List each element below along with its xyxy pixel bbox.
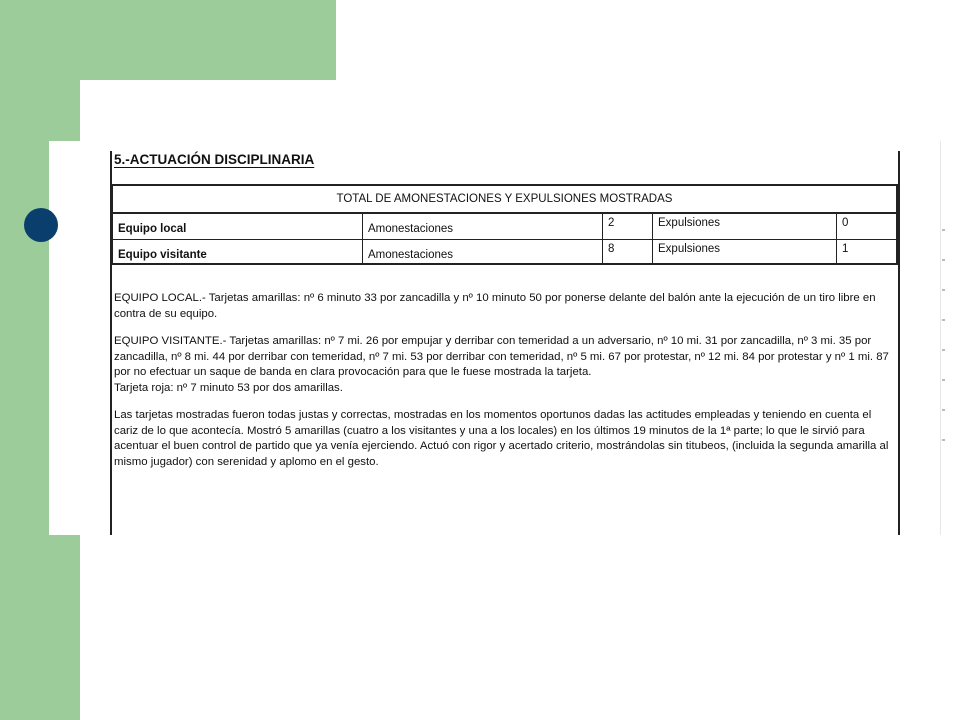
scanned-document xyxy=(49,141,945,535)
page-border-right xyxy=(898,151,900,535)
paragraph-equipo-visitante: EQUIPO VISITANTE.- Tarjetas amarillas: nº 7 mi. 26 por empujar y derribar con temeridad a un adversario, nº 10 mi. 31 por zancadilla, nº 3 mi. 35 por zancadilla, nº 8 mi. 44 por derribar con temeridad, nº 7 mi. 53 por derribar con temeridad, nº 5 mi. 67 por protestar, nº 12 mi. 84 por protestar y nº 1 mi. 87 por no efectuar un saque de banda en clara provocación para que le fuese mostrada la tarjeta. xyxy=(114,335,889,378)
paragraph-equipo-visitante-block xyxy=(114,334,898,396)
warnings-count: 2 xyxy=(603,214,653,239)
expulsions-label: Expulsiones xyxy=(653,214,837,239)
disciplinary-table xyxy=(111,184,898,265)
scan-edge-ticks xyxy=(942,229,945,469)
paragraph-tarjeta-roja: Tarjeta roja: nº 7 minuto 53 por dos amarillas. xyxy=(114,381,343,394)
paragraph-equipo-local: EQUIPO LOCAL.- Tarjetas amarillas: nº 6 minuto 33 por zancadilla y nº 10 minuto 50 por ponerse delante del balón ante la ejecución de un tiro libre en contra de su equipo. xyxy=(114,292,876,320)
expulsions-label: Expulsiones xyxy=(653,240,837,265)
paragraph-summary: Las tarjetas mostradas fueron todas justas y correctas, mostradas en los momentos oportunos dadas las actitudes empleadas y teniendo en cuenta el cariz de lo que acontecía. Mostró 5 amarillas (cuatro a los visitantes y una a los locales) en los últimos 19 minutos de la 1ª parte; lo que le sirvió para acentuar el buen control de partido que ya venía ejerciendo. Actuó con rigor y acertado criterio, mostrándolas sin titubeos, (incluida la segunda amarilla al mismo jugador) con serenidad y aplomo en el gesto. xyxy=(114,409,889,468)
scan-edge-line xyxy=(940,141,941,535)
table-row-visitante xyxy=(113,239,896,265)
table-row-local xyxy=(113,214,896,239)
team-name: Equipo visitante xyxy=(113,240,363,265)
table-caption: TOTAL DE AMONESTACIONES Y EXPULSIONES MOSTRADAS xyxy=(113,186,896,214)
template-green-topbar xyxy=(0,0,336,80)
template-blue-bullet xyxy=(24,208,58,242)
warnings-count: 8 xyxy=(603,240,653,265)
team-name: Equipo local xyxy=(113,214,363,239)
expulsions-count: 0 xyxy=(842,217,849,229)
section-title: 5.-ACTUACIÓN DISCIPLINARIA xyxy=(114,152,315,167)
expulsions-count: 1 xyxy=(842,243,849,255)
warnings-label: Amonestaciones xyxy=(363,240,603,265)
warnings-label: Amonestaciones xyxy=(363,214,603,239)
